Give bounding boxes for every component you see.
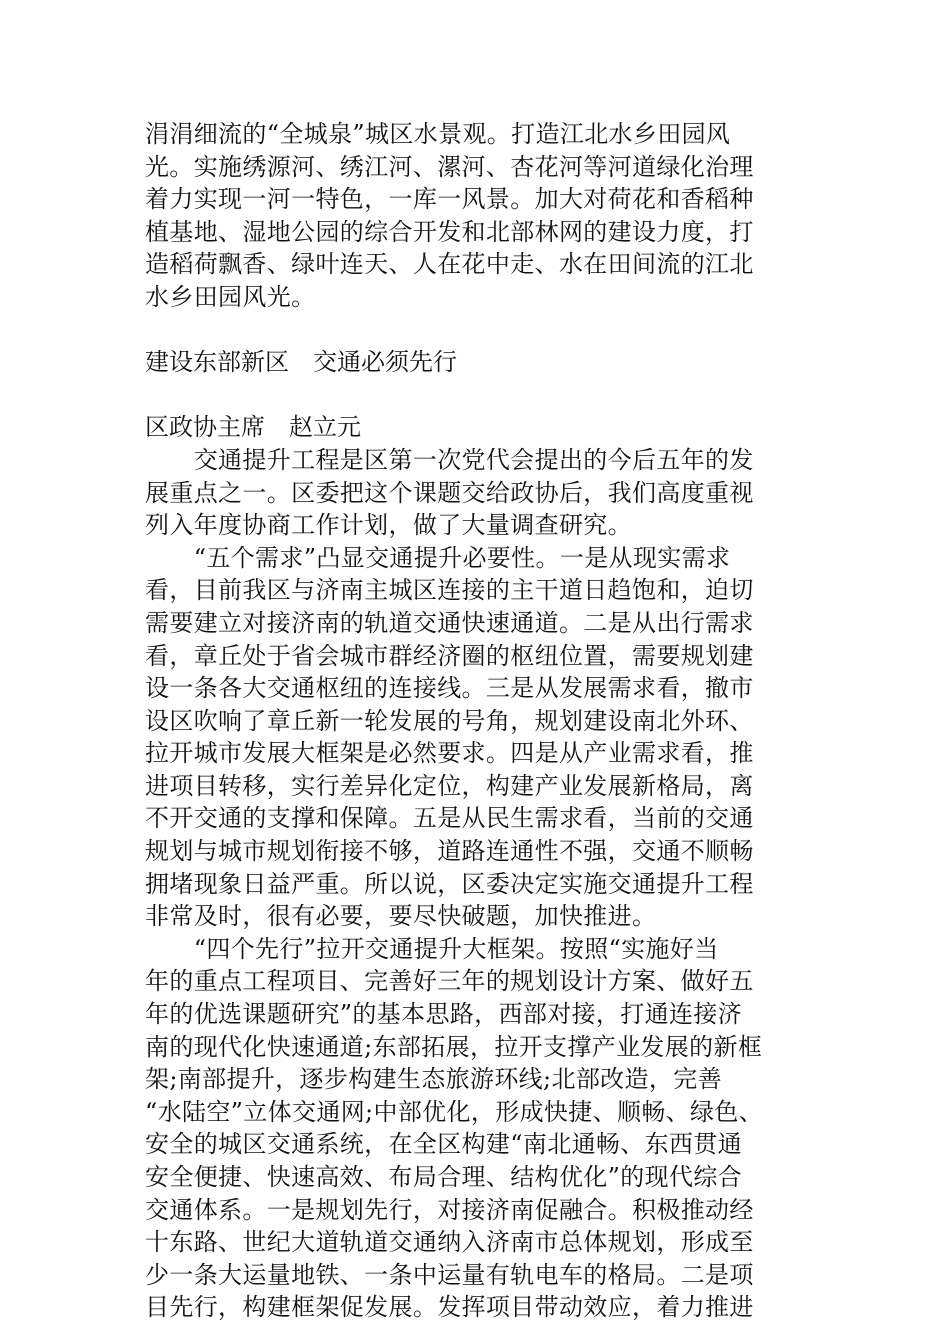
text-line: 十东路、世纪大道轨道交通纳入济南市总体规划，形成至 [145, 1228, 754, 1257]
text-line: 安全的城区交通系统，在全区构建“南北通畅、东西贯通 [145, 1130, 743, 1159]
document-page [145, 118, 817, 1324]
text-line: 交通提升工程是区第一次党代会提出的今后五年的发 [145, 445, 754, 474]
intro-paragraph [145, 118, 817, 314]
text-line: 进项目转移，实行差异化定位，构建产业发展新格局，离 [145, 771, 754, 800]
text-line: 光。实施绣源河、绣江河、漯河、杏花河等河道绿化治理 [145, 152, 754, 181]
text-line: 设一条各大交通枢纽的连接线。三是从发展需求看，撤市 [145, 674, 754, 703]
text-line: “五个需求”凸显交通提升必要性。一是从现实需求 [145, 543, 731, 572]
text-line: 涓涓细流的“全城泉”城区水景观。打造江北水乡田园风 [145, 120, 731, 148]
text-line: 年的优选课题研究”的基本思路，西部对接，打通连接济 [145, 1000, 743, 1029]
text-line: 造稻荷飘香、绿叶连天、人在花中走、水在田间流的江北 [145, 250, 754, 279]
text-line: 目先行，构建框架促发展。发挥项目带动效应，着力推进 [145, 1293, 754, 1322]
text-line: 南的现代化快速通道;东部拓展，拉开支撑产业发展的新框 [145, 1032, 763, 1061]
text-line: 少一条大运量地铁、一条中运量有轨电车的格局。二是项 [145, 1260, 754, 1289]
text-line: 植基地、湿地公园的综合开发和北部林网的建设力度，打 [145, 217, 754, 246]
text-line: 年的重点工程项目、完善好三年的规划设计方案、做好五 [145, 967, 754, 996]
text-line: 列入年度协商工作计划，做了大量调查研究。 [145, 511, 632, 540]
text-line: 安全便捷、快速高效、布局合理、结构优化”的现代综合 [145, 1163, 743, 1191]
text-line: 看，章丘处于省会城市群经济圈的枢纽位置，需要规划建 [145, 641, 754, 670]
text-line: 不开交通的支撑和保障。五是从民生需求看，当前的交通 [145, 804, 754, 833]
author-line: 区政协主席 赵立元 [145, 413, 361, 442]
article-body [145, 444, 817, 1324]
text-line: 看，目前我区与济南主城区连接的主干道日趋饱和，迫切 [145, 576, 754, 605]
text-line: 规划与城市规划衔接不够，道路连通性不强，交通不顺畅 [145, 837, 754, 866]
text-line: 交通体系。一是规划先行，对接济南促融合。积极推动经 [145, 1195, 754, 1224]
text-line: 非常及时，很有必要，要尽快破题，加快推进。 [145, 902, 657, 931]
text-line: 水乡田园风光。 [145, 282, 316, 311]
article-title: 建设东部新区 交通必须先行 [145, 348, 457, 377]
text-line: 展重点之一。区委把这个课题交给政协后，我们高度重视 [145, 478, 754, 507]
text-line: 设区吹响了章丘新一轮发展的号角，规划建设南北外环、 [145, 706, 754, 735]
text-line: “四个先行”拉开交通提升大框架。按照“实施好当 [145, 934, 719, 963]
text-line: 需要建立对接济南的轨道交通快速通道。二是从出行需求 [145, 608, 754, 637]
blank-line [145, 379, 817, 412]
blank-line [145, 314, 817, 347]
text-line: 着力实现一河一特色，一库一风景。加大对荷花和香稻种 [145, 185, 754, 214]
text-line: 拥堵现象日益严重。所以说，区委决定实施交通提升工程 [145, 869, 754, 898]
text-line: 架;南部提升，逐步构建生态旅游环线;北部改造，完善 [145, 1065, 722, 1094]
text-line: “水陆空”立体交通网;中部优化，形成快捷、顺畅、绿色、 [145, 1097, 764, 1126]
text-line: 拉开城市发展大框架是必然要求。四是从产业需求看，推 [145, 739, 754, 768]
